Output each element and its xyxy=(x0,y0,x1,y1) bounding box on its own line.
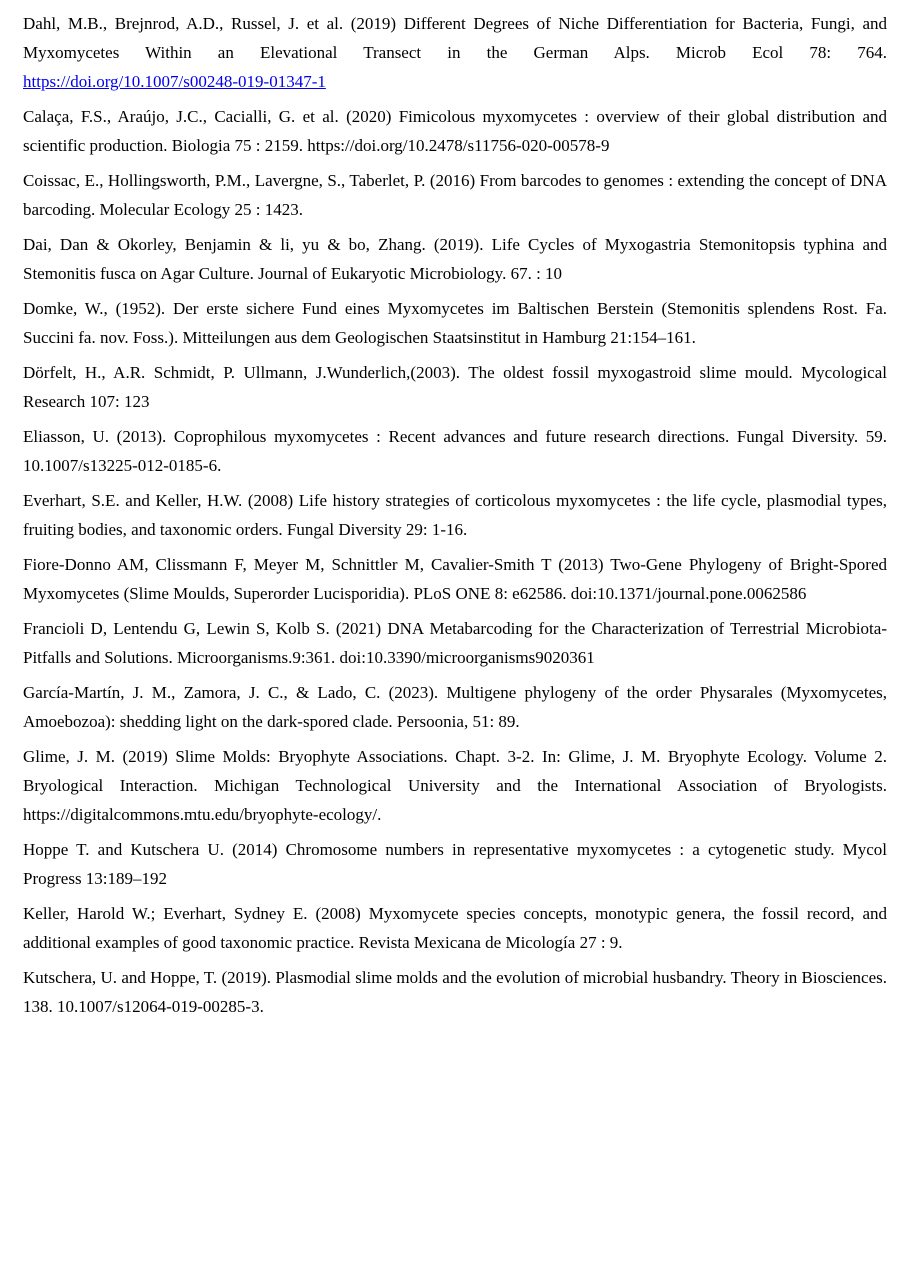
reference-entry xyxy=(23,742,887,829)
reference-text: Glime, J. M. (2019) Slime Molds: Bryophyte Associations. Chapt. 3-2. In: Glime, J. M. Bryophyte Ecology. Volume 2. Bryological Interaction. Michigan Technological University and the International Association of Bryologists. https://digitalcommons.mtu.edu/bryophyte-ecology/. xyxy=(23,747,887,824)
reference-entry xyxy=(23,614,887,672)
reference-text: Coissac, E., Hollingsworth, P.M., Lavergne, S., Taberlet, P. (2016) From barcodes to genomes : extending the concept of DNA barcoding. Molecular Ecology 25 : 1423. xyxy=(23,171,887,219)
reference-text: Fiore-Donno AM, Clissmann F, Meyer M, Schnittler M, Cavalier-Smith T (2013) Two-Gene Phylogeny of Bright-Spored Myxomycetes (Slime Moulds, Superorder Lucisporidia). PLoS ONE 8: e62586. doi:10.1371/journal.pone.0062586 xyxy=(23,555,887,603)
reference-text: Dörfelt, H., A.R. Schmidt, P. Ullmann, J.Wunderlich,(2003). The oldest fossil myxogastroid slime mould. Mycological Research 107: 123 xyxy=(23,363,887,411)
reference-entry xyxy=(23,422,887,480)
reference-text: Keller, Harold W.; Everhart, Sydney E. (2008) Myxomycete species concepts, monotypic genera, the fossil record, and additional examples of good taxonomic practice. Revista Mexicana de Micología 27 : 9. xyxy=(23,904,887,952)
reference-text: Calaça, F.S., Araújo, J.C., Cacialli, G. et al. (2020) Fimicolous myxomycetes : overview of their global distribution and scientific production. Biologia 75 : 2159. xyxy=(23,107,887,155)
reference-text: Kutschera, U. and Hoppe, T. (2019). Plasmodial slime molds and the evolution of microbial husbandry. Theory in Biosciences. 138. 10.1007/s12064-019-00285-3. xyxy=(23,968,887,1016)
reference-entry xyxy=(23,550,887,608)
doi-link[interactable]: https://doi.org/10.1007/s00248-019-01347-1 xyxy=(23,72,326,91)
reference-text: Everhart, S.E. and Keller, H.W. (2008) Life history strategies of corticolous myxomycetes : the life cycle, plasmodial types, fruiting bodies, and taxonomic orders. Fungal Diversity 29: 1-16. xyxy=(23,491,887,539)
reference-text: Hoppe T. and Kutschera U. (2014) Chromosome numbers in representative myxomycetes : a cytogenetic study. Mycol Progress 13:189–192 xyxy=(23,840,887,888)
reference-entry xyxy=(23,294,887,352)
reference-entry xyxy=(23,899,887,957)
reference-entry xyxy=(23,102,887,160)
reference-text: García-Martín, J. M., Zamora, J. C., & Lado, C. (2023). Multigene phylogeny of the order Physarales (Myxomycetes, Amoebozoa): shedding light on the dark-spored clade. Persoonia, 51: 89. xyxy=(23,683,887,731)
reference-text: Eliasson, U. (2013). Coprophilous myxomycetes : Recent advances and future research directions. Fungal Diversity. 59. 10.1007/s13225-012-0185-6. xyxy=(23,427,887,475)
reference-text: Dahl, M.B., Brejnrod, A.D., Russel, J. et al. (2019) Different Degrees of Niche Differentiation for Bacteria, Fungi, and Myxomycetes Within an Elevational Transect in the German Alps. Microb Ecol 78: 764. xyxy=(23,14,887,62)
reference-entry xyxy=(23,166,887,224)
reference-text: Francioli D, Lentendu G, Lewin S, Kolb S. (2021) DNA Metabarcoding for the Characterization of Terrestrial Microbiota-Pitfalls and Solutions. Microorganisms.9:361. doi:10.3390/microorganisms9020361 xyxy=(23,619,887,667)
reference-text: Domke, W., (1952). Der erste sichere Fund eines Myxomycetes im Baltischen Berstein (Stemonitis splendens Rost. Fa. Succini fa. nov. Foss.). Mitteilungen aus dem Geologischen Staatsinstitut in Hamburg 21:154–161. xyxy=(23,299,887,347)
reference-entry xyxy=(23,835,887,893)
reference-text: Dai, Dan & Okorley, Benjamin & li, yu & bo, Zhang. (2019). Life Cycles of Myxogastria Stemonitopsis typhina and Stemonitis fusca on Agar Culture. Journal of Eukaryotic Microbiology. 67. : 10 xyxy=(23,235,887,283)
reference-entry xyxy=(23,358,887,416)
reference-entry xyxy=(23,9,887,96)
reference-entry xyxy=(23,678,887,736)
reference-entry xyxy=(23,486,887,544)
references-list xyxy=(23,9,887,1021)
reference-entry xyxy=(23,963,887,1021)
reference-url: https://doi.org/10.2478/s11756-020-00578-9 xyxy=(307,136,610,155)
reference-entry xyxy=(23,230,887,288)
